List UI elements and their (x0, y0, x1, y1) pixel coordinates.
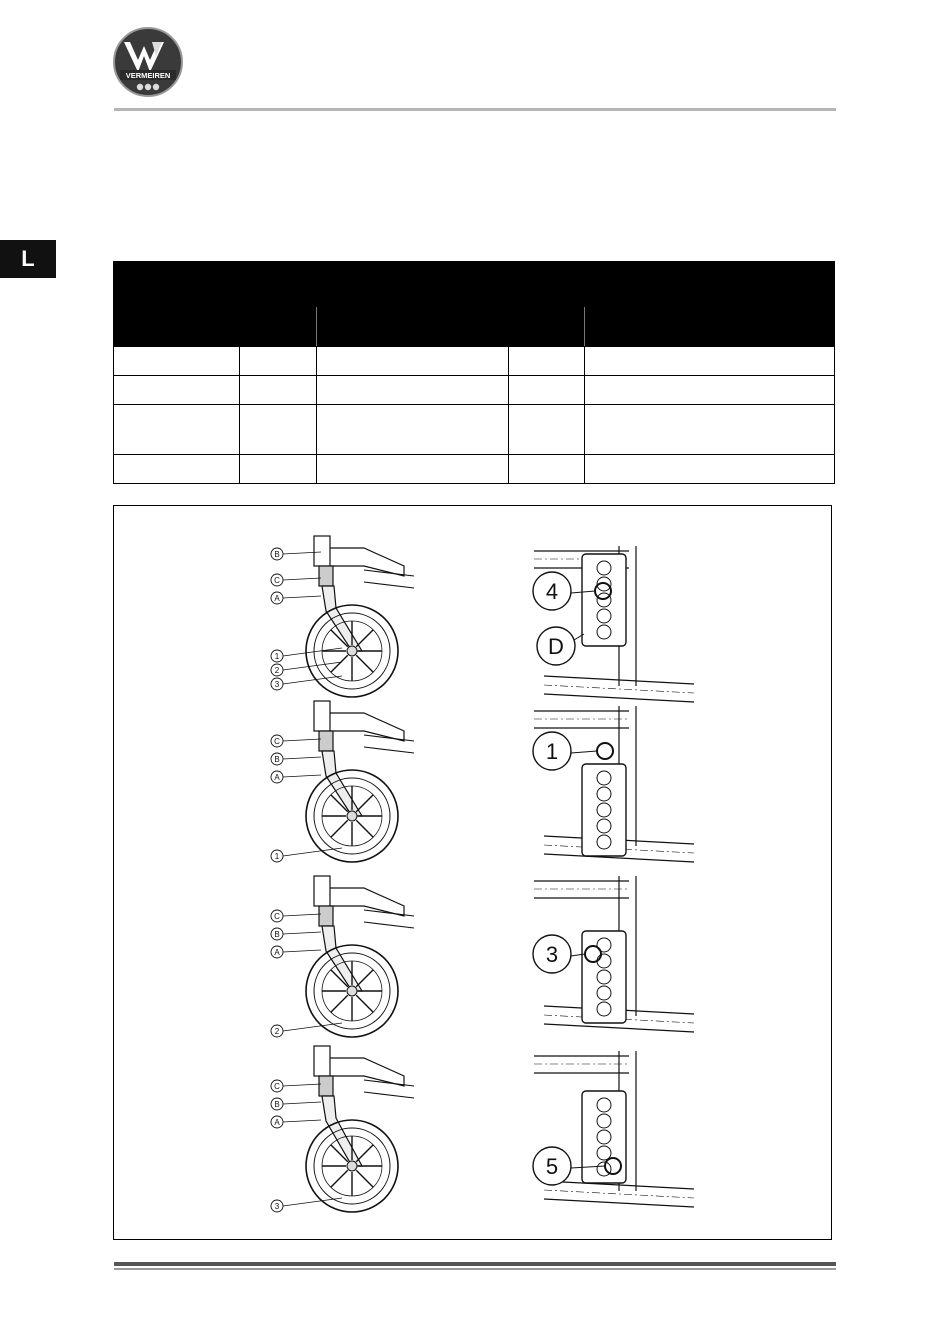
callout-label: 2 (274, 666, 280, 675)
part-letter: D (548, 634, 564, 659)
mounting-bracket-drawing (533, 546, 694, 702)
vermeiren-logo-icon (112, 26, 184, 98)
footer-rule-thin (114, 1268, 836, 1270)
callout-label: B (274, 550, 280, 559)
callout-label: 1 (274, 852, 280, 861)
castor-wheel-drawing (271, 1046, 414, 1212)
mounting-bracket-drawing (533, 876, 694, 1032)
language-tab: L (0, 240, 56, 278)
figure-drawing (114, 506, 833, 1241)
callout-label: A (274, 948, 280, 957)
position-number: 4 (545, 579, 559, 604)
spec-table (113, 261, 835, 484)
logo-text: VERMEIREN (125, 71, 171, 80)
castor-adjustment-figure (113, 505, 832, 1240)
callout-label: A (274, 594, 280, 603)
castor-wheel-drawing (271, 876, 414, 1037)
header-cell (585, 287, 835, 347)
callout-label: 3 (274, 680, 280, 689)
callout-label: 3 (274, 1202, 280, 1211)
mounting-bracket-drawing (533, 706, 694, 862)
callout-label: A (274, 773, 280, 782)
castor-wheel-drawing (271, 536, 414, 697)
table-row (114, 376, 835, 405)
table-header-row (114, 262, 835, 287)
table-row (114, 455, 835, 484)
header-cell (240, 307, 317, 347)
callout-label: A (274, 1118, 280, 1127)
mounting-bracket-drawing (533, 1051, 694, 1207)
position-number: 1 (545, 739, 559, 764)
callout-label: C (274, 912, 280, 921)
header-rule (114, 108, 836, 111)
callout-label: 2 (274, 1027, 280, 1036)
header-cell (240, 262, 509, 287)
header-cell (509, 287, 585, 307)
position-number: 5 (545, 1154, 559, 1179)
footer-rule (114, 1262, 836, 1266)
callout-label: C (274, 737, 280, 746)
table-row (114, 347, 835, 376)
callout-label: 1 (274, 652, 280, 661)
header-cell (509, 262, 835, 287)
header-cell (240, 287, 317, 307)
position-number: 3 (545, 942, 559, 967)
callout-label: C (274, 576, 280, 585)
callout-label: B (274, 930, 280, 939)
callout-label: C (274, 1082, 280, 1091)
header-cell (317, 287, 509, 347)
table-row (114, 405, 835, 455)
callout-label: B (274, 1100, 280, 1109)
castor-wheel-drawing (271, 701, 414, 862)
header-cell (114, 262, 240, 347)
callout-label: B (274, 755, 280, 764)
header-cell (509, 307, 585, 347)
